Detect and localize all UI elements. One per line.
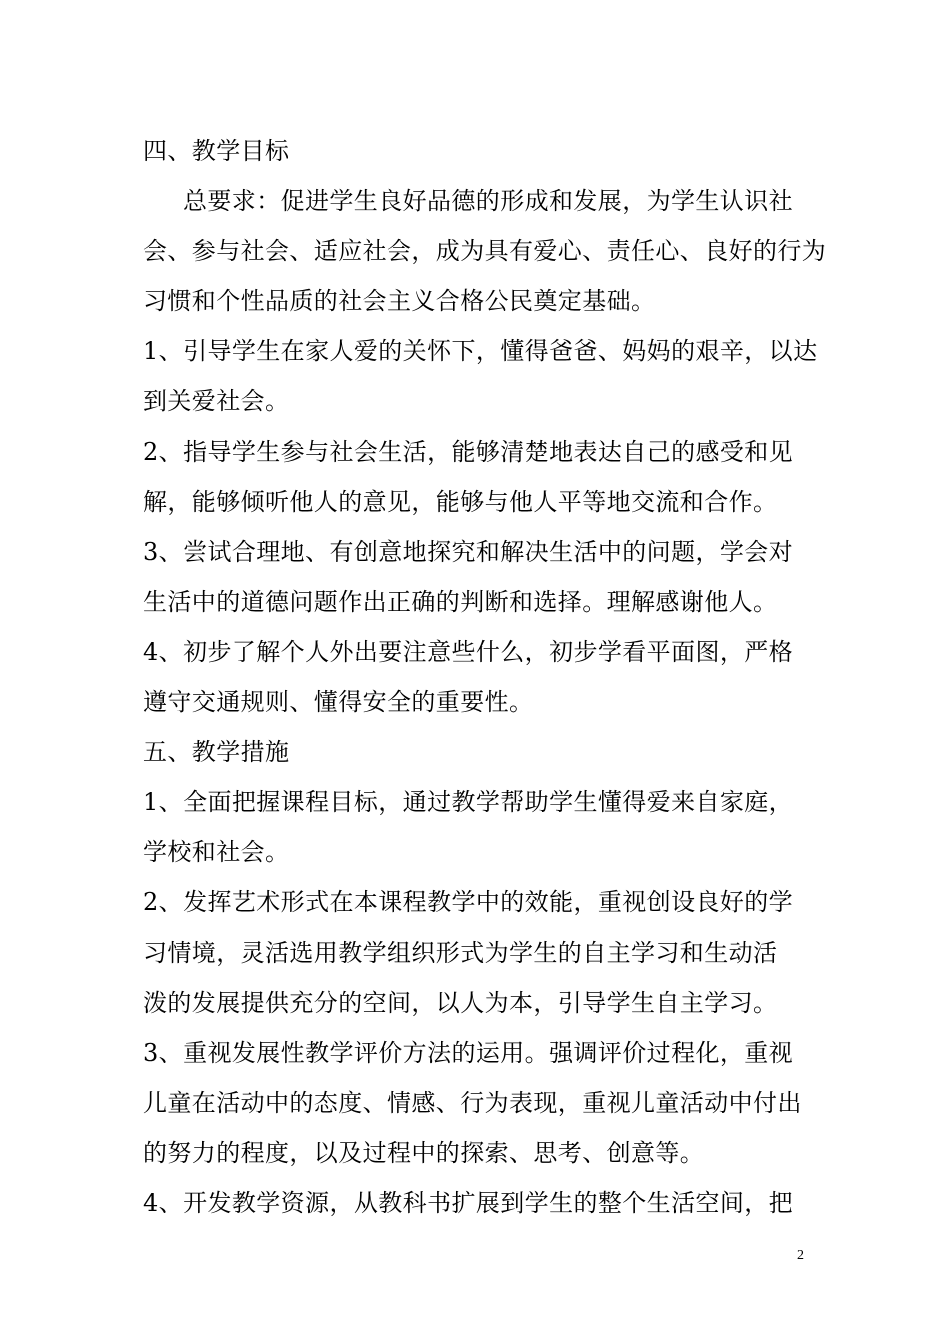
list-item-line: 4、开发教学资源，从教科书扩展到学生的整个生活空间，把 <box>143 1188 794 1217</box>
paragraph-line: 习惯和个性品质的社会主义合格公民奠定基础。 <box>143 287 656 316</box>
section-heading-teaching-measures: 五、教学措施 <box>143 738 290 767</box>
list-item-line: 遵守交通规则、懂得安全的重要性。 <box>143 688 534 717</box>
list-item-line: 学校和社会。 <box>143 838 290 867</box>
list-item-line: 2、指导学生参与社会生活，能够清楚地表达自己的感受和见 <box>143 437 794 466</box>
list-item-line: 的努力的程度，以及过程中的探索、思考、创意等。 <box>143 1138 705 1167</box>
page-number: 2 <box>797 1248 804 1263</box>
list-item-line: 3、重视发展性教学评价方法的运用。强调评价过程化，重视 <box>143 1038 794 1067</box>
document-body <box>143 126 827 1228</box>
list-item-line: 解，能够倾听他人的意见，能够与他人平等地交流和合作。 <box>143 487 778 516</box>
list-item-line: 4、初步了解个人外出要注意些什么，初步学看平面图，严格 <box>143 637 794 666</box>
list-item-line: 儿童在活动中的态度、情感、行为表现，重视儿童活动中付出 <box>143 1088 802 1117</box>
list-item-line: 生活中的道德问题作出正确的判断和选择。理解感谢他人。 <box>143 587 778 616</box>
section-heading-teaching-goals: 四、教学目标 <box>143 137 290 165</box>
list-item-line: 3、尝试合理地、有创意地探究和解决生活中的问题，学会对 <box>143 537 794 566</box>
list-item-line: 习情境，灵活选用教学组织形式为学生的自主学习和生动活 <box>143 938 778 967</box>
list-item-line: 2、发挥艺术形式在本课程教学中的效能，重视创设良好的学 <box>143 888 794 917</box>
paragraph-line: 会、参与社会、适应社会，成为具有爱心、责任心、良好的行为 <box>143 237 827 266</box>
list-item-line: 到关爱社会。 <box>143 387 290 416</box>
list-item-line: 泼的发展提供充分的空间，以人为本，引导学生自主学习。 <box>143 988 778 1017</box>
paragraph-line: 总要求：促进学生良好品德的形成和发展，为学生认识社 <box>183 187 793 216</box>
list-item-line: 1、引导学生在家人爱的关怀下，懂得爸爸、妈妈的艰辛，以达 <box>143 337 818 366</box>
list-item-line: 1、全面把握课程目标，通过教学帮助学生懂得爱来自家庭， <box>143 788 794 817</box>
